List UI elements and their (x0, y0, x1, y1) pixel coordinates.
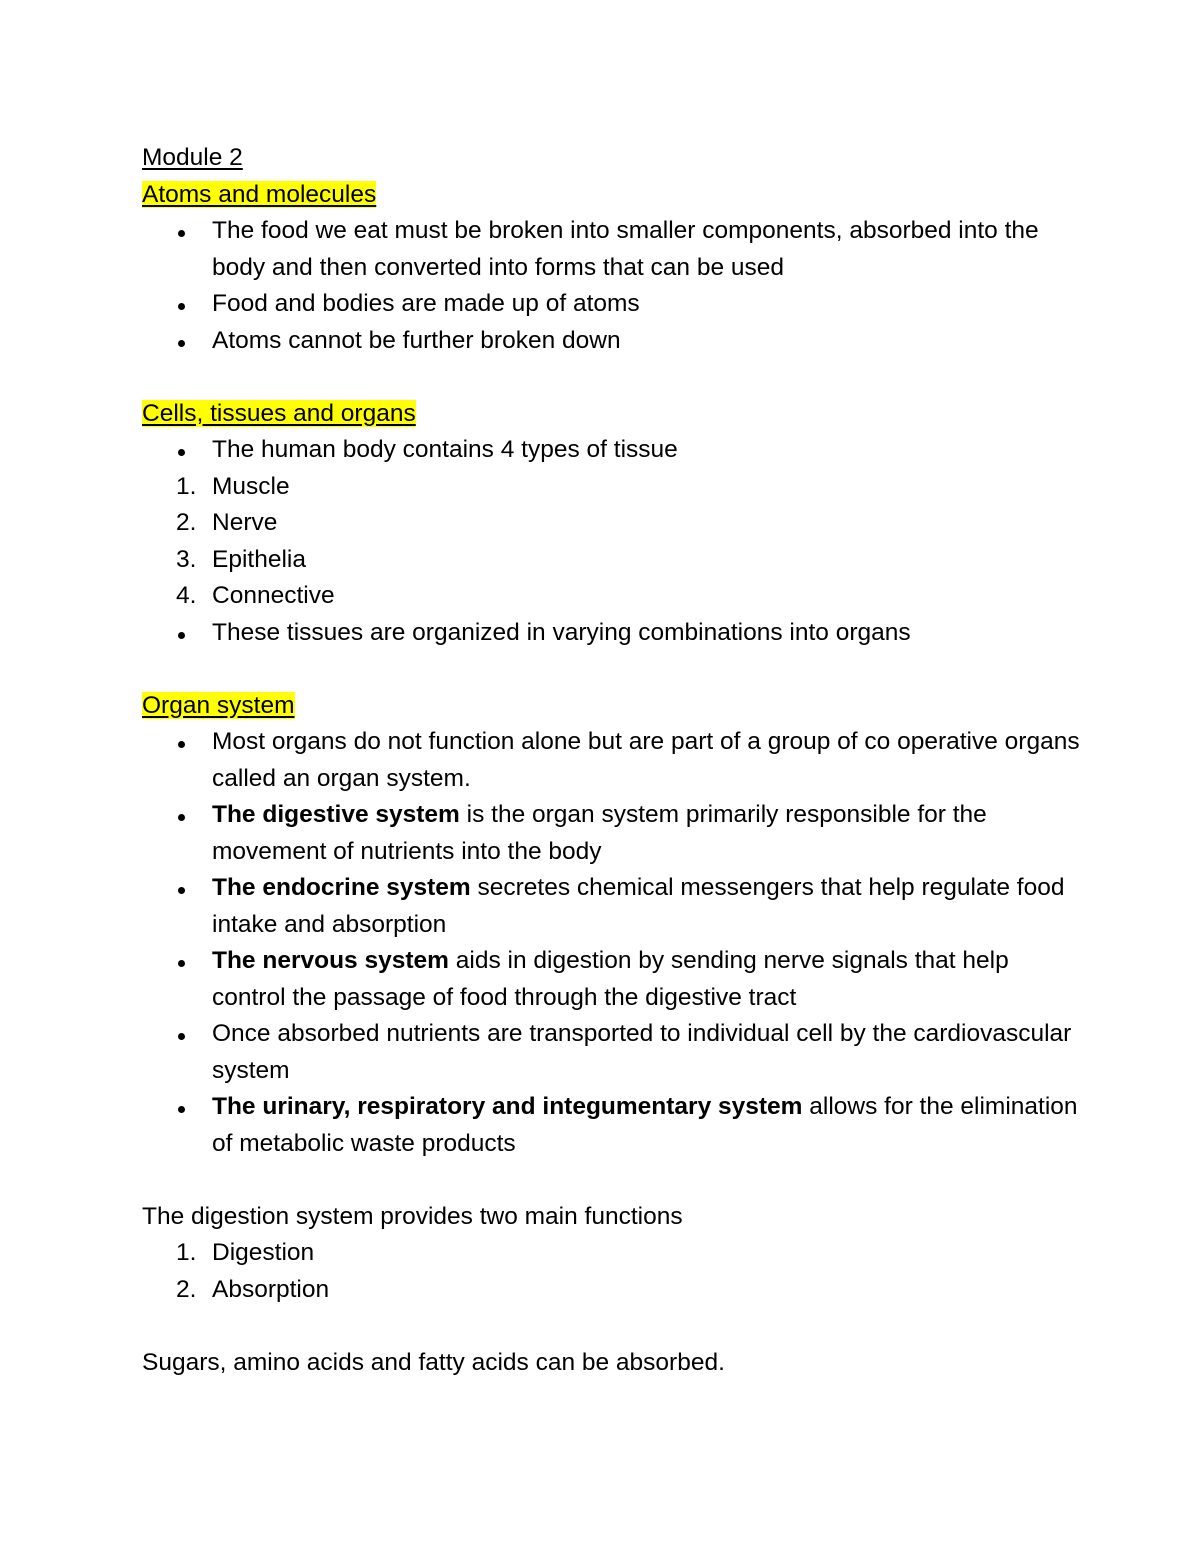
list-item: Atoms cannot be further broken down (142, 323, 1082, 360)
section-heading: Cells, tissues and organs (142, 399, 416, 427)
list-item: These tissues are organized in varying combinations into organs (142, 615, 1082, 652)
numbered-list (142, 469, 1082, 615)
paragraph: The digestion system provides two main functions (142, 1202, 683, 1230)
bullet-list (142, 213, 1082, 359)
section-functions (142, 1199, 1082, 1309)
numbered-item: 2. Absorption (176, 1275, 330, 1303)
spacer (142, 1308, 1082, 1345)
numbered-list (142, 1235, 1082, 1308)
list-item: The food we eat must be broken into smaller components, absorbed into the body and then converted into forms that can be used (142, 213, 1082, 286)
spacer (142, 651, 1082, 688)
numbered-item: 1. Muscle (176, 472, 290, 500)
spacer (142, 359, 1082, 396)
list-item: The human body contains 4 types of tissue (142, 432, 1082, 469)
bullet-list (142, 432, 1082, 469)
numbered-item: 4. Connective (176, 582, 335, 609)
section-atoms (142, 177, 1082, 360)
section-organ-system (142, 688, 1082, 1163)
list-item: The urinary, respiratory and integumentary system allows for the elimination of metabolic waste products (142, 1089, 1082, 1162)
numbered-item: 3. Epithelia (176, 545, 306, 573)
bullet-list (142, 724, 1082, 1162)
list-item: The endocrine system secretes chemical messengers that help regulate food intake and absorption (142, 870, 1082, 943)
list-item: Most organs do not function alone but are part of a group of co operative organs called an organ system. (142, 724, 1082, 797)
list-item: The nervous system aids in digestion by sending nerve signals that help control the passage of food through the digestive tract (142, 943, 1082, 1016)
numbered-item: 1. Digestion (176, 1239, 315, 1266)
spacer (142, 1162, 1082, 1199)
list-item: The digestive system is the organ system primarily responsible for the movement of nutrients into the body (142, 797, 1082, 870)
list-item: Once absorbed nutrients are transported to individual cell by the cardiovascular system (142, 1016, 1082, 1089)
document-page (142, 140, 1082, 1381)
section-heading: Organ system (142, 691, 295, 719)
bullet-list (142, 615, 1082, 652)
list-item: Food and bodies are made up of atoms (142, 286, 1082, 323)
module-title: Module 2 (142, 144, 243, 171)
closing-paragraph: Sugars, amino acids and fatty acids can be absorbed. (142, 1348, 725, 1376)
section-heading: Atoms and molecules (142, 180, 377, 208)
section-cells (142, 396, 1082, 652)
numbered-item: 2. Nerve (176, 509, 278, 536)
